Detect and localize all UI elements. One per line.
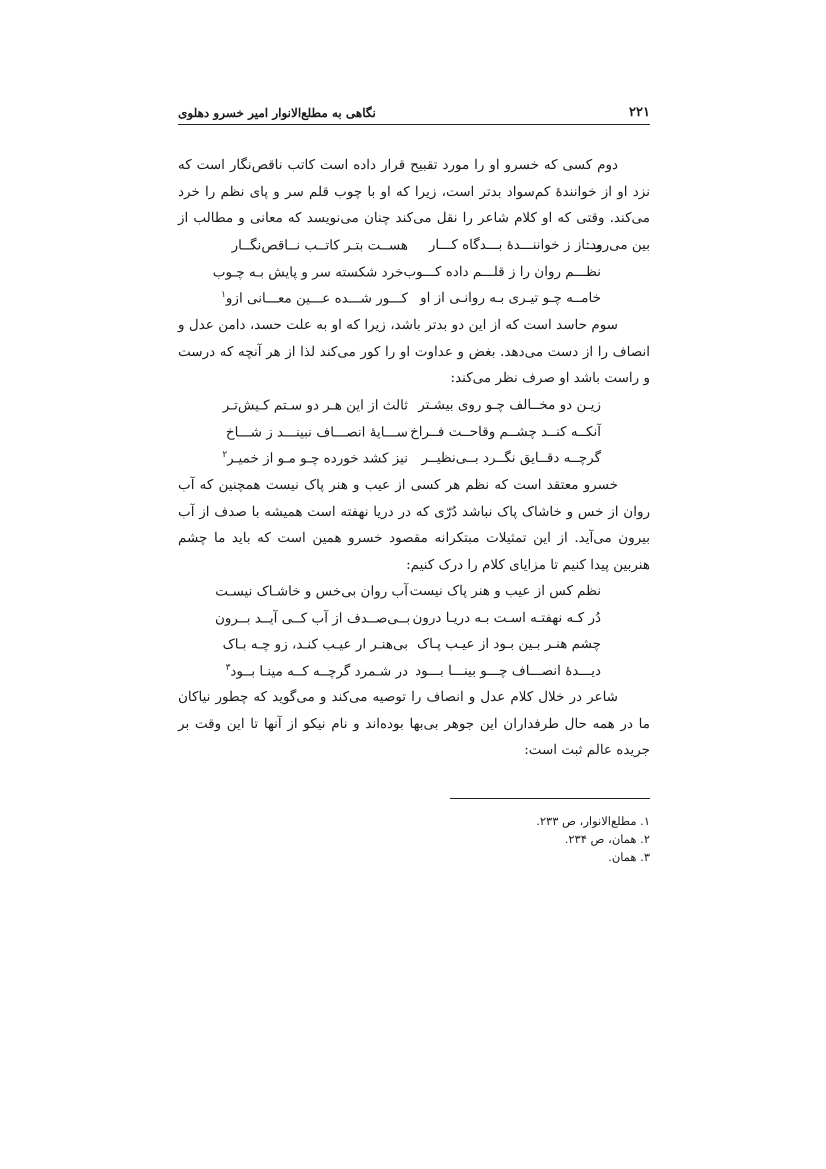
running-title: نگاهی به مطلع‌الانوار امیر خسرو دهلوی	[178, 106, 376, 120]
paragraph-text: سوم حاسد است که از این دو بدتر باشد، زیرا که او به علت حسد، دامن عدل و انصاف را از دست می‌دهد. بغض و عداوت او را کور می‌کند لذا از هر آنچه که درست و راست باشد او صرف نظر می‌کند:	[178, 317, 650, 386]
hemistich-first: زیـن دو مخــالف چـو روی بیشـتر	[418, 397, 601, 414]
verse	[215, 578, 615, 605]
footnote-3: ۳. همان.	[608, 850, 650, 864]
page-number: ۲۲۱	[629, 105, 650, 120]
hemistich-second: ســـایهٔ انصـــاف نبینـــد ز شـــاخ	[225, 424, 408, 440]
verse	[215, 658, 615, 685]
footnote-divider	[450, 798, 650, 799]
verse	[215, 445, 615, 472]
footnote-ref: ۲	[222, 450, 228, 460]
poem-3	[215, 578, 615, 684]
paragraph-text: شاعر در خلال کلام عدل و انصاف را توصیه می‌کند و می‌گوید که چطور نیاکان ما در همه حال طرفداران این جوهر بی‌بها بوده‌اند و نام نیکو از آنها تا این وقت بر جریده عالم ثبت است:	[178, 689, 650, 758]
verse	[212, 259, 615, 286]
footnote-1: ۱. مطلع‌الانوار، ص ۲۳۳.	[536, 814, 650, 828]
footnote-ref: ۱	[221, 290, 226, 300]
hemistich-second: در شـمرد گرچــه کــه مینـا بــود$^۳$	[225, 662, 408, 679]
hemistich-first: نظـــم روان را ز قلـــم داده کـــوب	[403, 263, 601, 280]
verse	[215, 605, 615, 632]
hemistich-second: کـــور شـــده عـــین معـــانی ازو$^۱$	[221, 290, 408, 307]
hemistich-first: دُر کـه نهفتـه اسـت بـه دریـا درون	[412, 609, 601, 626]
paragraph-text: خسرو معتقد است که نظم هر کسی از عیب و هنر پاک نیست همچنین که آب روان از خس و خاشاک پاک نباشد دُرّی که در دریا نهفته است همیشه با صدف از آب بیرون می‌آید. از این تمثیلات مبتکرانه مقصود خسرو همین است که باید ما چشم هنربین پیدا کنیم تا مزایای کلام را درک کنیم:	[178, 477, 650, 573]
hemistich-second: ثالث از این هـر دو سـتم کـیش‌تـر	[222, 397, 408, 414]
footnote-ref: ۳	[225, 662, 231, 673]
hemistich-second: بی‌هنـر ار عیـب کنـد، زو چـه بـاک	[222, 636, 408, 653]
hemistich-second: بــی‌صــدف از آب کــی آیــد بــرون	[215, 610, 411, 626]
hemistich-first: گرچــه دقــایق نگــرد بــی‌نظیــر	[421, 450, 601, 467]
paragraph-text: دوم کسی که خسرو او را مورد تقبیح قرار داده است کاتب ناقص‌نگار است که نزد او از خوانندهٔ کم‌سواد بدتر است، زیرا که او با چوب قلم سر و پای نظم را خرد می‌کند. وقتی که او کلام شاعر را نقل می‌کند چنان می‌نویسد که معانی و مطالب از بین می‌رود:	[178, 157, 650, 253]
footnote-2: ۲. همان، ص ۲۳۴.	[564, 832, 650, 846]
poem-1	[212, 232, 615, 312]
verse	[215, 419, 615, 446]
verse	[215, 392, 615, 419]
hemistich-first: بـــاز ز خواننـــدهٔ بـــدگاه کـــار	[428, 237, 601, 254]
verse	[215, 232, 615, 259]
hemistich-second: خرد شکسته سر و پایش بـه چـوب	[212, 264, 404, 280]
paragraph-3	[178, 472, 650, 578]
paragraph-4	[178, 684, 650, 764]
verse	[215, 631, 615, 658]
hemistich-second: آب روان بی‌خس و خاشـاک نیسـت	[215, 583, 408, 600]
hemistich-second: هســت بتـر کاتــب نــاقص‌نگــار	[231, 237, 408, 254]
hemistich-first: نظم کس از عیب و هنر پاک نیست	[409, 583, 601, 600]
verse	[215, 285, 615, 312]
hemistich-first: دیـــدهٔ انصـــاف چـــو بینـــا بـــود	[415, 662, 601, 679]
hemistich-second: نیز کشد خورده چـو مـو از خمیـر$^۲$	[222, 450, 408, 467]
poem-2	[215, 392, 615, 472]
hemistich-first: چشم هنـر بـین بـود از عیـب پـاک	[417, 636, 601, 653]
paragraph-2	[178, 312, 650, 392]
hemistich-first: خامــه چـو تیـری بـه روانـی از او	[420, 290, 601, 307]
hemistich-first: آنکــه کنــد چشــم وقاحــت فــراخ	[410, 423, 601, 440]
running-header	[178, 100, 650, 125]
footnotes	[400, 812, 650, 866]
